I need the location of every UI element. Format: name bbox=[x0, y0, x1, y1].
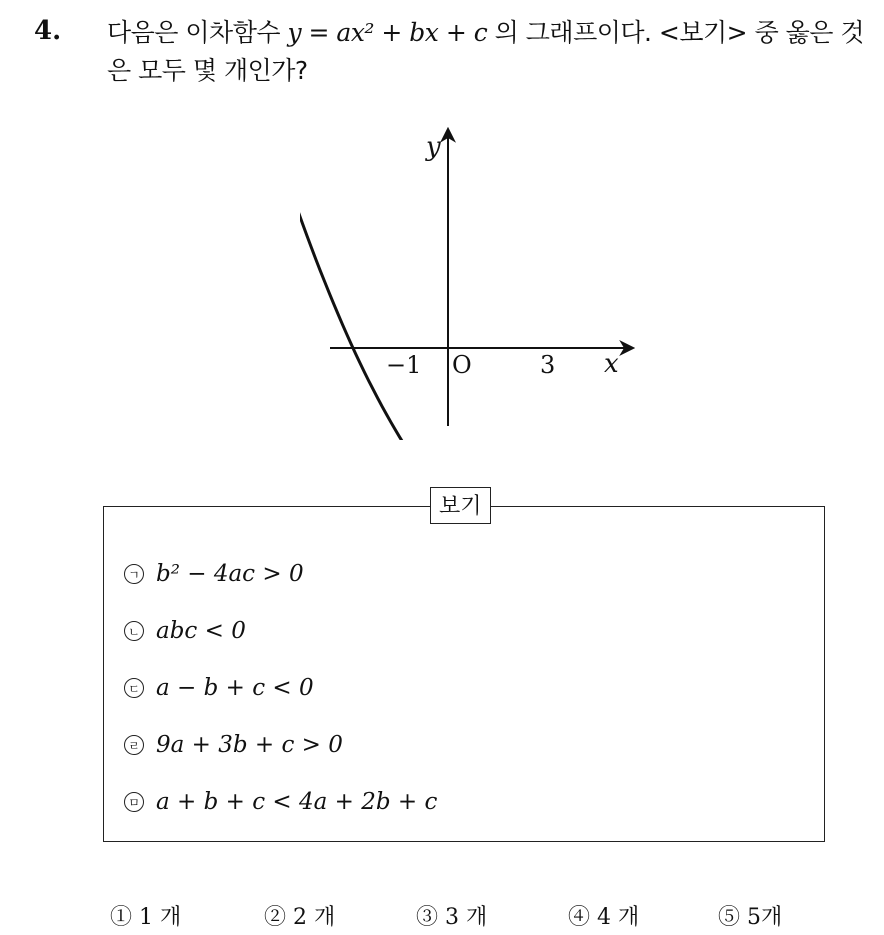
bogi-box bbox=[103, 494, 825, 842]
choice-text: 5개 bbox=[747, 905, 783, 930]
bogi-expression: a + b + c < 4a + 2b + c bbox=[156, 789, 438, 815]
choice-5[interactable] bbox=[718, 900, 782, 931]
bogi-expression: 9a + 3b + c > 0 bbox=[156, 732, 343, 758]
choice-text: 3 개 bbox=[445, 905, 488, 930]
bogi-expression: b² − 4ac > 0 bbox=[156, 561, 304, 587]
y-axis-label: y bbox=[426, 132, 441, 162]
question-equation: y = ax² + bx + c bbox=[287, 18, 488, 47]
choice-text: 4 개 bbox=[597, 905, 640, 930]
choice-3[interactable] bbox=[416, 900, 487, 931]
root-right-label: 3 bbox=[540, 351, 556, 379]
question-text bbox=[107, 14, 877, 90]
choice-label: ⑤ bbox=[718, 905, 741, 930]
choice-label: ③ bbox=[416, 905, 439, 930]
bogi-marker: ㄱ bbox=[124, 564, 144, 584]
choice-label: ② bbox=[264, 905, 287, 930]
bogi-marker: ㄹ bbox=[124, 735, 144, 755]
question-number: 4. bbox=[34, 16, 62, 46]
bogi-item bbox=[124, 785, 437, 819]
choice-text: 2 개 bbox=[293, 905, 336, 930]
parabola-curve bbox=[300, 120, 640, 440]
question-text-before: 다음은 이차함수 bbox=[107, 18, 288, 47]
question-text-after: 의 그래프이다. <보기> 중 옳은 것은 모두 몇 개인가? bbox=[107, 18, 865, 85]
origin-label: O bbox=[452, 351, 472, 379]
choice-2[interactable] bbox=[264, 900, 335, 931]
bogi-expression: abc < 0 bbox=[156, 618, 246, 644]
parabola-graph bbox=[300, 120, 640, 440]
answer-choices bbox=[110, 900, 830, 934]
bogi-item bbox=[124, 614, 246, 648]
bogi-item bbox=[124, 557, 304, 591]
bogi-expression: a − b + c < 0 bbox=[156, 675, 314, 701]
bogi-marker: ㄴ bbox=[124, 621, 144, 641]
bogi-item bbox=[124, 728, 343, 762]
bogi-item bbox=[124, 671, 314, 705]
choice-text: 1 개 bbox=[139, 905, 182, 930]
bogi-title: 보기 bbox=[430, 487, 491, 524]
choice-label: ④ bbox=[568, 905, 591, 930]
choice-4[interactable] bbox=[568, 900, 639, 931]
choice-label: ① bbox=[110, 905, 133, 930]
choice-1[interactable] bbox=[110, 900, 181, 931]
bogi-marker: ㄷ bbox=[124, 678, 144, 698]
root-left-label: −1 bbox=[386, 351, 422, 379]
bogi-marker: ㅁ bbox=[124, 792, 144, 812]
x-axis-label: x bbox=[604, 349, 619, 379]
